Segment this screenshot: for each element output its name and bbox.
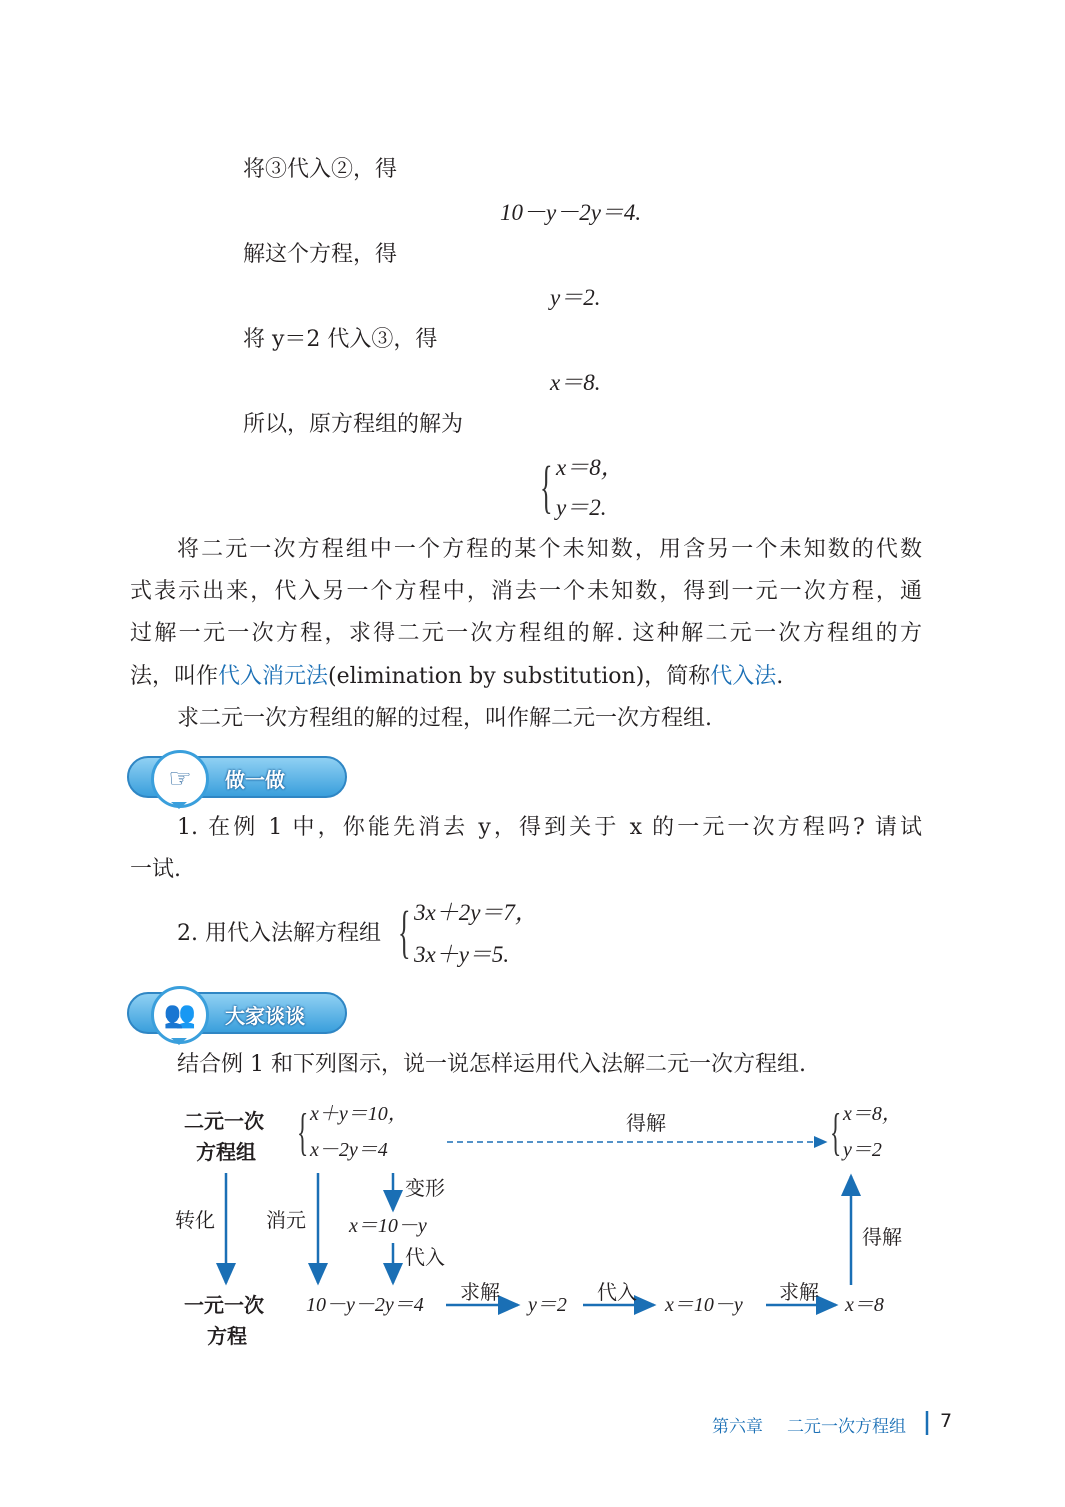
- exercise-1-cont: 一试.: [130, 857, 181, 882]
- diagram-label: 得解: [862, 1225, 902, 1249]
- footer-chapter: 第六章: [712, 1417, 763, 1437]
- definition-line: 求二元一次方程组的解的过程，叫作解二元一次方程组.: [177, 706, 712, 731]
- term-highlight: 代入法: [710, 664, 777, 689]
- equation: x＝8，: [556, 455, 624, 480]
- equation: x＝8: [845, 1294, 884, 1316]
- text: (elimination by substitution)，简称: [328, 664, 711, 689]
- brace: {: [540, 454, 553, 519]
- term-highlight: 代入消元法: [218, 664, 329, 689]
- badge-label: 大家谈谈: [225, 1004, 305, 1028]
- equation: 3x＋y＝5.: [414, 942, 510, 967]
- people-talk-icon: 👥: [151, 986, 209, 1044]
- discussion-prompt: 结合例 1 和下列图示，说一说怎样运用代入法解二元一次方程组.: [177, 1052, 806, 1077]
- diagram-label: 变形: [405, 1176, 445, 1200]
- diagram-label: 方程组: [196, 1140, 256, 1164]
- exercise-2: 2. 用代入法解方程组: [177, 921, 381, 946]
- diagram-label: 求解: [779, 1280, 819, 1304]
- step-text: 将 y＝2 代入③，得: [243, 327, 438, 352]
- brace: {: [398, 899, 411, 964]
- definition-line: 过解一元一次方程，求得二元一次方程组的解. 这种解二元一次方程组的方: [130, 621, 922, 646]
- step-text: 解这个方程，得: [243, 242, 398, 267]
- badge-label: 做一做: [225, 768, 285, 792]
- diagram-label: 方程: [207, 1324, 247, 1348]
- equation: x＝10－y: [665, 1294, 743, 1316]
- equation: y＝2.: [556, 495, 607, 520]
- equation: x＝8.: [550, 370, 601, 395]
- equation: y＝2.: [550, 285, 601, 310]
- brace: {: [830, 1104, 842, 1161]
- equation: 10－y－2y＝4.: [500, 200, 642, 225]
- brace: {: [297, 1104, 309, 1161]
- diagram-label: 得解: [626, 1111, 666, 1135]
- equation: x＝8，: [843, 1103, 902, 1125]
- equation: x＋y＝10，: [310, 1103, 408, 1125]
- hand-icon: ☞: [151, 750, 209, 808]
- footer-title: 二元一次方程组: [787, 1417, 906, 1437]
- step-text: 将③代入②，得: [243, 157, 398, 182]
- step-text: 所以，原方程组的解为: [243, 412, 464, 437]
- diagram-label: 消元: [266, 1208, 306, 1232]
- equation: y＝2: [843, 1139, 882, 1161]
- diagram-label: 转化: [175, 1208, 215, 1232]
- page-number: 7: [940, 1410, 953, 1432]
- text: 法，叫作: [130, 664, 219, 689]
- equation: y＝2: [528, 1294, 567, 1316]
- equation: x＝10－y: [349, 1215, 427, 1237]
- equation: 3x＋2y＝7，: [414, 900, 538, 925]
- diagram-label: 一元一次: [184, 1293, 264, 1317]
- diagram-label: 求解: [460, 1280, 500, 1304]
- equation: x－2y＝4: [310, 1139, 388, 1161]
- diagram-label: 代入: [597, 1280, 637, 1304]
- diagram-label: 二元一次: [184, 1109, 264, 1133]
- exercise-1: 1. 在例 1 中，你能先消去 y，得到关于 x 的一元一次方程吗? 请试: [177, 815, 922, 840]
- text: .: [776, 664, 784, 689]
- equation: 10－y－2y＝4: [306, 1294, 424, 1316]
- diagram-label: 代入: [405, 1245, 445, 1269]
- definition-line: 将二元一次方程组中一个方程的某个未知数，用含另一个未知数的代数: [177, 537, 922, 562]
- definition-line: 式表示出来，代入另一个方程中，消去一个未知数，得到一元一次方程，通: [130, 579, 922, 604]
